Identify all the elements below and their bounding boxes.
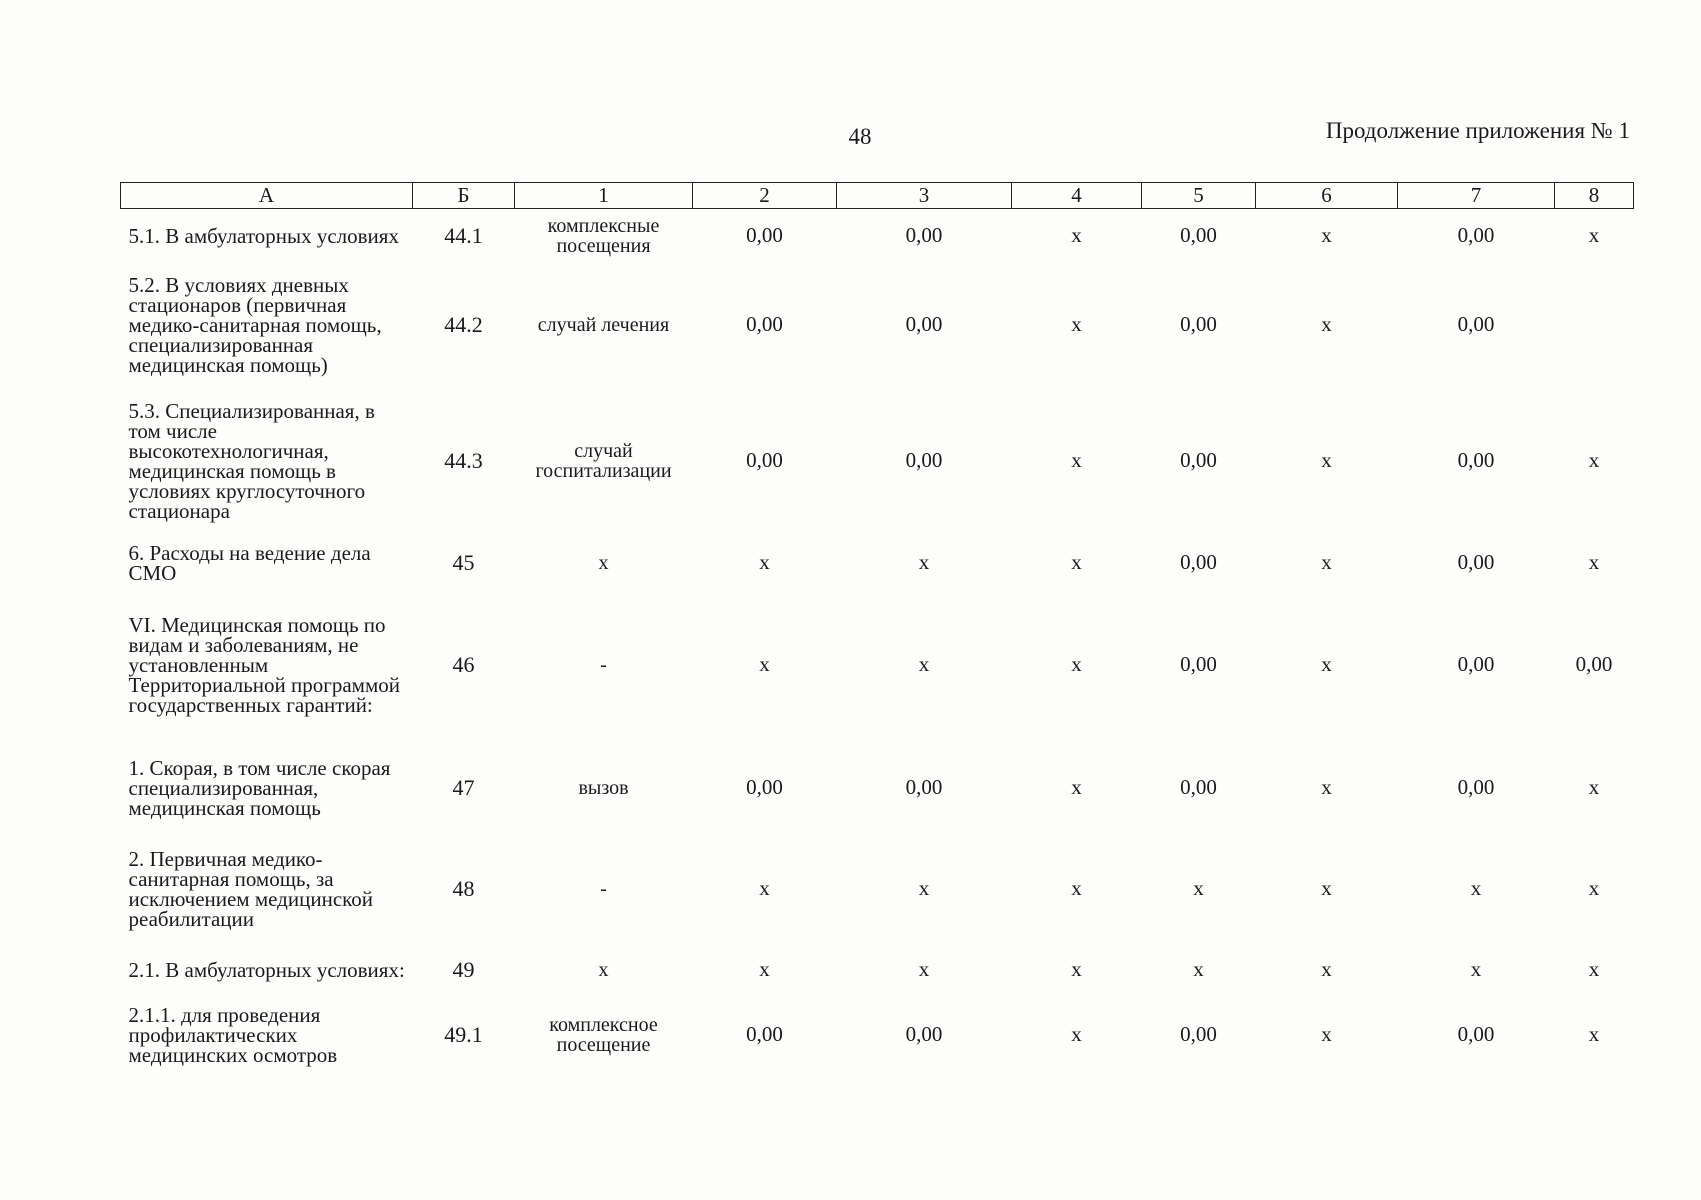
table-row: [121, 837, 1634, 941]
row-code-cell: 47: [452, 774, 475, 800]
unit-cell: случай лечения: [537, 313, 670, 336]
value-cell: х: [918, 550, 930, 574]
value-cell: х: [1071, 312, 1082, 336]
row-name-cell: 2.1. В амбулаторных условиях:: [128, 957, 405, 982]
header-cell: А: [121, 183, 413, 209]
value-cell: 0,00: [1180, 550, 1217, 574]
value-cell: 0,00: [905, 223, 943, 248]
row-code-cell: 44.1: [444, 222, 483, 248]
header-cell: 1: [515, 183, 693, 209]
value-cell: х: [1071, 550, 1082, 574]
unit-cell: комплексное посещение: [549, 1013, 658, 1056]
table-row: [121, 387, 1634, 535]
value-cell: х: [1470, 957, 1482, 981]
unit-cell: -: [600, 653, 607, 676]
continuation-label: Продолжение приложения № 1: [1325, 118, 1630, 143]
value-cell: х: [1071, 957, 1082, 981]
appendix-table: [120, 182, 1634, 1071]
value-cell: 0,00: [746, 312, 783, 336]
value-cell: 0,00: [1457, 1022, 1495, 1046]
value-cell: [1555, 263, 1634, 387]
value-cell: х: [1588, 957, 1600, 981]
unit-cell: комплексные посещения: [547, 214, 660, 257]
value-cell: х: [1321, 957, 1332, 981]
value-cell: х: [1321, 876, 1332, 900]
value-cell: х: [1321, 652, 1332, 676]
value-cell: х: [1071, 876, 1082, 900]
value-cell: х: [1071, 1022, 1082, 1046]
value-cell: х: [1321, 448, 1332, 472]
value-cell: 0,00: [905, 448, 943, 472]
value-cell: 0,00: [905, 775, 943, 799]
value-cell: х: [1321, 1022, 1332, 1046]
value-cell: 0,00: [1180, 223, 1217, 248]
value-cell: 0,00: [905, 312, 943, 336]
unit-cell: х: [598, 958, 609, 981]
value-cell: 0,00: [746, 448, 783, 472]
value-cell: х: [1588, 1022, 1600, 1046]
value-cell: х: [918, 876, 930, 900]
header-cell: 6: [1256, 183, 1398, 209]
table-row: [121, 739, 1634, 837]
table-row: [121, 941, 1634, 999]
row-code-cell: 49: [452, 956, 475, 982]
header-cell: 5: [1142, 183, 1256, 209]
value-cell: 0,00: [1180, 775, 1217, 799]
value-cell: 0,00: [746, 775, 783, 799]
table-row: [121, 263, 1634, 387]
value-cell: 0,00: [1457, 775, 1495, 799]
value-cell: 0,00: [1457, 223, 1495, 248]
table-row: [121, 591, 1634, 739]
row-name-cell: 5.3. Специализированная, в том числе высокотехнологичная, медицинская помощь в условиях круглосуточного стационара: [128, 398, 375, 523]
unit-cell: -: [600, 877, 607, 900]
value-cell: х: [759, 652, 770, 676]
value-cell: х: [1071, 775, 1082, 799]
header-cell: 3: [837, 183, 1012, 209]
value-cell: 0,00: [1575, 652, 1613, 676]
value-cell: х: [1588, 448, 1600, 472]
row-name-cell: 2. Первичная медико-санитарная помощь, за исключением медицинской реабилитации: [128, 846, 374, 931]
value-cell: 0,00: [1457, 652, 1495, 676]
value-cell: х: [1588, 876, 1600, 900]
table-row: [121, 535, 1634, 591]
value-cell: х: [1321, 223, 1332, 248]
row-name-cell: VI. Медицинская помощь по видам и заболеваниям, не установленным Территориальной программой государственных гарантий:: [128, 612, 401, 717]
header-cell: 7: [1398, 183, 1555, 209]
header-cell: 4: [1012, 183, 1142, 209]
value-cell: 0,00: [746, 1022, 783, 1046]
page-number: 48: [848, 124, 872, 149]
value-cell: 0,00: [905, 1022, 943, 1046]
value-cell: х: [1321, 775, 1332, 799]
value-cell: х: [1588, 550, 1600, 574]
header-cell: Б: [413, 183, 515, 209]
unit-cell: вызов: [578, 776, 629, 799]
row-code-cell: 44.2: [444, 311, 483, 337]
value-cell: х: [759, 550, 770, 574]
value-cell: х: [1588, 775, 1600, 799]
row-code-cell: 44.3: [444, 447, 483, 473]
header-cell: 8: [1555, 183, 1634, 209]
value-cell: 0,00: [1180, 652, 1217, 676]
row-name-cell: 6. Расходы на ведение дела СМО: [128, 540, 371, 585]
value-cell: х: [1193, 876, 1204, 900]
table-row: [121, 999, 1634, 1071]
value-cell: х: [1071, 448, 1082, 472]
row-code-cell: 46: [452, 651, 475, 677]
row-code-cell: 49.1: [444, 1021, 483, 1047]
row-name-cell: 5.2. В условиях дневных стационаров (первичная медико-санитарная помощь, специализированная медицинская помощь): [128, 272, 382, 377]
value-cell: 0,00: [746, 223, 783, 248]
value-cell: х: [1071, 223, 1082, 248]
value-cell: 0,00: [1457, 312, 1495, 336]
row-name-cell: 1. Скорая, в том числе скорая специализированная, медицинская помощь: [128, 755, 391, 820]
value-cell: х: [918, 957, 930, 981]
unit-cell: х: [598, 551, 609, 574]
value-cell: х: [1321, 312, 1332, 336]
value-cell: х: [1071, 652, 1082, 676]
table-row: [121, 209, 1634, 263]
value-cell: х: [1193, 957, 1204, 981]
value-cell: х: [1470, 876, 1482, 900]
value-cell: 0,00: [1180, 448, 1217, 472]
table-header-row: [121, 183, 1634, 209]
value-cell: х: [759, 957, 770, 981]
value-cell: х: [759, 876, 770, 900]
value-cell: 0,00: [1457, 448, 1495, 472]
row-code-cell: 48: [452, 875, 475, 901]
value-cell: х: [1588, 223, 1600, 248]
value-cell: х: [918, 652, 930, 676]
value-cell: 0,00: [1457, 550, 1495, 574]
value-cell: х: [1321, 550, 1332, 574]
row-name-cell: 2.1.1. для проведения профилактических медицинских осмотров: [128, 1002, 338, 1067]
row-name-cell: 5.1. В амбулаторных условиях: [128, 223, 399, 248]
header-cell: 2: [693, 183, 837, 209]
value-cell: 0,00: [1180, 1022, 1217, 1046]
row-code-cell: 45: [452, 549, 475, 575]
unit-cell: случай госпитализации: [535, 439, 672, 482]
value-cell: 0,00: [1180, 312, 1217, 336]
